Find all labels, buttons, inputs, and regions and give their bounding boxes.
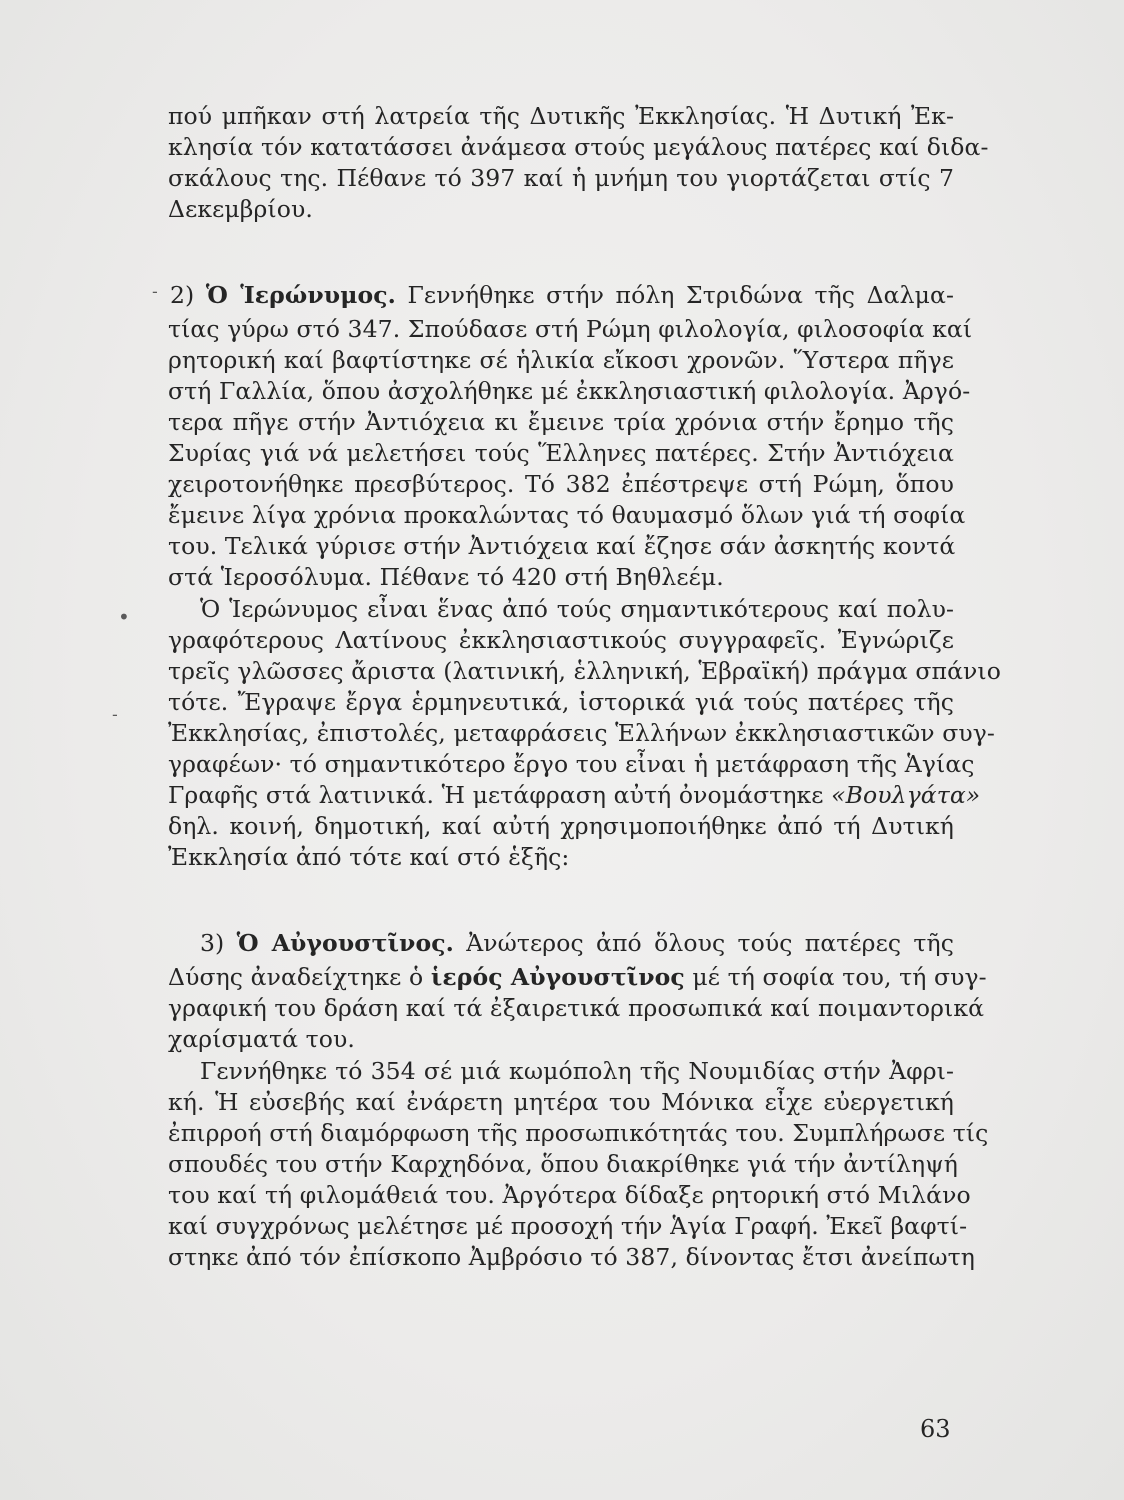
margin-dash-icon: - bbox=[112, 705, 118, 724]
text-line: σκάλους της. Πέθανε τό 397 καί ἡ μνήμη του γιορτάζεται στίς 7 bbox=[168, 164, 954, 192]
text-line: τότε. Ἔγραψε ἔργα ἑρμηνευτικά, ἱστορικά γιά τούς πατέρες τῆς bbox=[168, 688, 954, 716]
text-line: κλησία τόν κατατάσσει ἀνάμεσα στούς μεγάλους πατέρες καί διδα- bbox=[168, 133, 989, 161]
text-line: του. Τελικά γύρισε στήν Ἀντιόχεια καί ἔζησε σάν ἀσκητής κοντά bbox=[168, 532, 956, 560]
text-line: στή Γαλλία, ὅπου ἀσχολήθηκε μέ ἐκκλησιαστική φιλολογία. Ἀργό- bbox=[168, 377, 971, 405]
section-heading-augustine bbox=[200, 928, 954, 958]
text-line: Συρίας γιά νά μελετήσει τούς Ἕλληνες πατέρες. Στήν Ἀντιόχεια bbox=[168, 439, 954, 467]
section-title: Ὁ Ἱερώνυμος. bbox=[205, 281, 396, 309]
section-title: Ὁ Αὐγουστῖνος. bbox=[236, 929, 454, 957]
section-heading-jerome bbox=[168, 280, 954, 310]
text-line: στηκε ἀπό τόν ἐπίσκοπο Ἀμβρόσιο τό 387, δίνοντας ἔτσι ἀνείπωτη bbox=[168, 1243, 975, 1271]
text-line: Ἐκκλησίας, ἐπιστολές, μεταφράσεις Ἑλλήνων ἐκκλησιαστικῶν συγ- bbox=[168, 719, 995, 747]
section-text: Ἀνώτερος ἀπό ὅλους τούς πατέρες τῆς bbox=[466, 929, 954, 957]
text-line: του καί τή φιλομάθειά του. Ἀργότερα δίδαξε ρητορική στό Μιλάνο bbox=[168, 1181, 971, 1209]
text-line: τίας γύρω στό 347. Σπούδασε στή Ρώμη φιλολογία, φιλοσοφία καί bbox=[168, 315, 973, 343]
text-line: κή. Ἡ εὐσεβής καί ἐνάρετη μητέρα του Μόνικα εἶχε εὐεργετική bbox=[168, 1088, 954, 1116]
vulgate-term: «Βουλγάτα» bbox=[831, 781, 981, 809]
text-line: Γεννήθηκε τό 354 σέ μιά κωμόπολη τῆς Νουμιδίας στήν Ἀφρι- bbox=[200, 1057, 954, 1085]
text-line: στά Ἱεροσόλυμα. Πέθανε τό 420 στή Βηθλεέμ. bbox=[168, 563, 724, 591]
text-line: καί συγχρόνως μελέτησε μέ προσοχή τήν Ἁγία Γραφή. Ἐκεῖ βαφτί- bbox=[168, 1212, 968, 1240]
text-line: Ἐκκλησία ἀπό τότε καί στό ἑξῆς: bbox=[168, 843, 570, 871]
augustine-line bbox=[168, 962, 987, 992]
section-text: Γεννήθηκε στήν πόλη Στριδώνα τῆς Δαλμα- bbox=[407, 281, 954, 309]
vulgate-line bbox=[168, 780, 981, 810]
margin-dash-icon: - bbox=[152, 282, 158, 301]
page-number: 63 bbox=[920, 1415, 951, 1443]
text-line: ἐπιρροή στή διαμόρφωση τῆς προσωπικότητάς του. Συμπλήρωσε τίς bbox=[168, 1119, 989, 1147]
text-line: Ὁ Ἱερώνυμος εἶναι ἕνας ἀπό τούς σημαντικότερους καί πολυ- bbox=[200, 595, 954, 623]
text-line: χαρίσματά του. bbox=[168, 1025, 355, 1053]
text-line: πού μπῆκαν στή λατρεία τῆς Δυτικῆς Ἐκκλησίας. Ἡ Δυτική Ἐκ- bbox=[168, 102, 954, 130]
augustine-name: ἱερός Αὐγουστῖνος bbox=[430, 963, 685, 991]
section-number: 3) bbox=[200, 929, 225, 957]
section-number: 2) bbox=[170, 281, 195, 309]
text-line: χειροτονήθηκε πρεσβύτερος. Τό 382 ἐπέστρεψε στή Ρώμη, ὅπου bbox=[168, 470, 954, 498]
text-line: σπουδές του στήν Καρχηδόνα, ὅπου διακρίθηκε γιά τήν ἀντίληψή bbox=[168, 1150, 958, 1178]
text-line: τρεῖς γλῶσσες ἄριστα (λατινική, ἑλληνική, Ἑβραϊκή) πράγμα σπάνιο bbox=[168, 657, 1001, 685]
text-line: δηλ. κοινή, δημοτική, καί αὐτή χρησιμοποιήθηκε ἀπό τή Δυτική bbox=[168, 812, 954, 840]
text-line: τερα πῆγε στήν Ἀντιόχεια κι ἔμεινε τρία χρόνια στήν ἔρημο τῆς bbox=[168, 408, 954, 436]
text-line: ρητορική καί βαφτίστηκε σέ ἡλικία εἴκοσι χρονῶν. Ὕστερα πῆγε bbox=[168, 346, 954, 374]
text-line: Δεκεμβρίου. bbox=[168, 195, 313, 223]
text-fragment: Δύσης ἀναδείχτηκε ὁ bbox=[168, 963, 424, 991]
text-line: γραφική του δράση καί τά ἐξαιρετικά προσωπικά καί ποιμαντορικά bbox=[168, 994, 985, 1022]
text-line: γραφότερους Λατίνους ἐκκλησιαστικούς συγγραφεῖς. Ἐγνώριζε bbox=[168, 626, 954, 654]
margin-dot-icon: • bbox=[118, 605, 130, 629]
text-fragment: μέ τή σοφία του, τή συγ- bbox=[692, 963, 987, 991]
vulgate-text: Γραφῆς στά λατινικά. Ἡ μετάφραση αὐτή ὀνομάστηκε bbox=[168, 781, 824, 809]
text-line: ἔμεινε λίγα χρόνια προκαλώντας τό θαυμασμό ὅλων γιά τή σοφία bbox=[168, 501, 966, 529]
text-line: γραφέων· τό σημαντικότερο ἔργο του εἶναι ἡ μετάφραση τῆς Ἁγίας bbox=[168, 750, 975, 778]
